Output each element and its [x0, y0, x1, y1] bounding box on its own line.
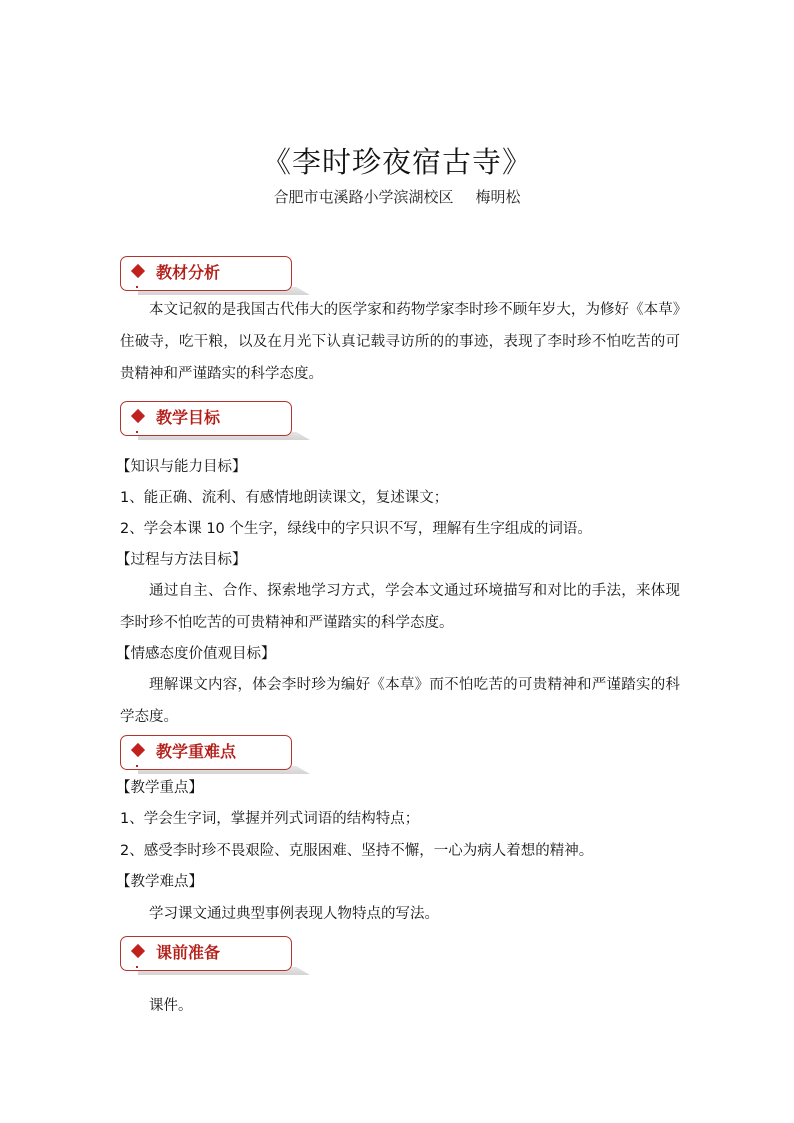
section-heading-label: 教学重难点 [156, 742, 237, 761]
key-point-2: 2、感受李时珍不畏艰险、克服困难、坚持不懈，一心为病人着想的精神。 [120, 843, 594, 859]
knowledge-label: 【知识与能力目标】 [116, 459, 247, 475]
knowledge-item-1: 1、能正确、流利、有感情地朗读课文，复述课文； [120, 490, 449, 506]
section-heading-preparation [120, 936, 310, 976]
emotion-label: 【情感态度价值观目标】 [116, 646, 276, 662]
difficulty-label: 【教学难点】 [116, 874, 203, 890]
author-name: 梅明松 [475, 188, 521, 206]
document-title: 《李时珍夜宿古寺》 [261, 145, 532, 179]
key-point-1: 1、学会生字词，掌握并列式词语的结构特点； [120, 811, 420, 827]
analysis-paragraph: 本文记叙的是我国古代伟大的医学家和药物学家李时珍不顾年岁大，为修好《本草》住破寺，吃干粮，以及在月光下认真记载寻访所的的事迹，表现了李时珍不怕吃苦的可贵精神和严谨踏实的科学态度。 [120, 302, 680, 382]
document-subtitle [0, 186, 794, 207]
process-paragraph: 通过自主、合作、探索地学习方式，学会本文通过环境描写和对比的手法，来体现李时珍不怕吃苦的可贵精神和严谨踏实的科学态度。 [120, 583, 680, 631]
section-heading-label: 教学目标 [156, 408, 221, 427]
school-name: 合肥市屯溪路小学滨湖校区 [273, 188, 454, 206]
section-heading-analysis [120, 256, 310, 296]
knowledge-item-2: 2、学会本课 10 个生字，绿线中的字只识不写，理解有生字组成的词语。 [120, 521, 592, 537]
section-heading-objectives [120, 401, 310, 441]
difficulty-text: 学习课文通过典型事例表现人物特点的写法。 [149, 906, 439, 922]
section-heading-keypoints [120, 735, 310, 775]
key-points-label: 【教学重点】 [116, 780, 203, 796]
emotion-paragraph: 理解课文内容，体会李时珍为编好《本草》而不怕吃苦的可贵精神和严谨踏实的科学态度。 [120, 677, 680, 725]
preparation-text: 课件。 [149, 998, 193, 1014]
section-heading-label: 教材分析 [156, 263, 221, 282]
process-label: 【过程与方法目标】 [116, 552, 247, 568]
section-heading-label: 课前准备 [156, 943, 221, 962]
